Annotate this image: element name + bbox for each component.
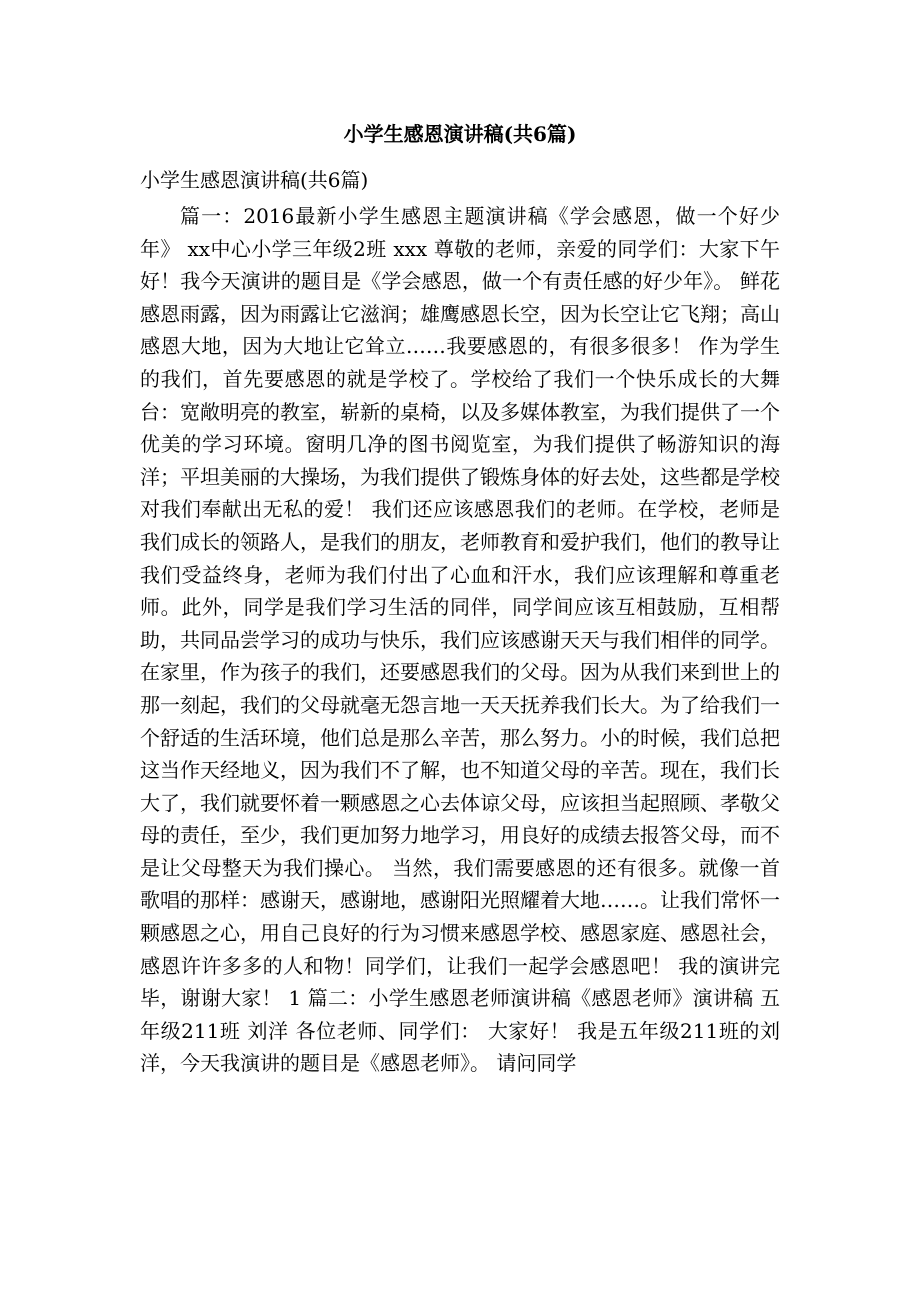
- document-subtitle: 小学生感恩演讲稿(共6篇): [140, 168, 369, 192]
- document-body-paragraph: 篇一：2016最新小学生感恩主题演讲稿《学会感恩，做一个好少年》 xx中心小学三年级2班 xxx 尊敬的老师，亲爱的同学们：大家下午好！我今天演讲的题目是《学会感恩，做一个有责任感的好少年》。 鲜花感恩雨露，因为雨露让它滋润；雄鹰感恩长空，因为长空让它飞翔；高山感恩大地，因为大地让它耸立……我要感恩的，有很多很多！ 作为学生的我们，首先要感恩的就是学校了。学校给了我们一个快乐成长的大舞台：宽敞明亮的教室，崭新的桌椅，以及多媒体教室，为我们提供了一个优美的学习环境。窗明几净的图书阅览室，为我们提供了畅游知识的海洋；平坦美丽的大操场，为我们提供了锻炼身体的好去处，这些都是学校对我们奉献出无私的爱！ 我们还应该感恩我们的老师。在学校，老师是我们成长的领路人，是我们的朋友，老师教育和爱护我们，他们的教导让我们受益终身，老师为我们付出了心血和汗水，我们应该理解和尊重老师。此外，同学是我们学习生活的同伴，同学间应该互相鼓励，互相帮助，共同品尝学习的成功与快乐，我们应该感谢天天与我们相伴的同学。 在家里，作为孩子的我们，还要感恩我们的父母。因为从我们来到世上的那一刻起，我们的父母就毫无怨言地一天天抚养我们长大。为了给我们一个舒适的生活环境，他们总是那么辛苦，那么努力。小的时候，我们总把这当作天经地义，因为我们不了解，也不知道父母的辛苦。现在，我们长大了，我们就要怀着一颗感恩之心去体谅父母，应该担当起照顾、孝敬父母的责任，至少，我们更加努力地学习，用良好的成绩去报答父母，而不是让父母整天为我们操心。 当然，我们需要感恩的还有很多。就像一首歌唱的那样：感谢天，感谢地，感谢阳光照耀着大地……。让我们常怀一颗感恩之心，用自己良好的行为习惯来感恩学校、感恩家庭、感恩社会，感恩许许多多的人和物！同学们，让我们一起学会感恩吧！ 我的演讲完毕，谢谢大家！ 1 篇二：小学生感恩老师演讲稿《感恩老师》演讲稿 五年级211班 刘洋 各位老师、同学们： 大家好！ 我是五年级211班的刘洋，今天我演讲的题目是《感恩老师》。 请问同学: [140, 204, 780, 1076]
- document-title: 小学生感恩演讲稿(共6篇): [343, 122, 577, 146]
